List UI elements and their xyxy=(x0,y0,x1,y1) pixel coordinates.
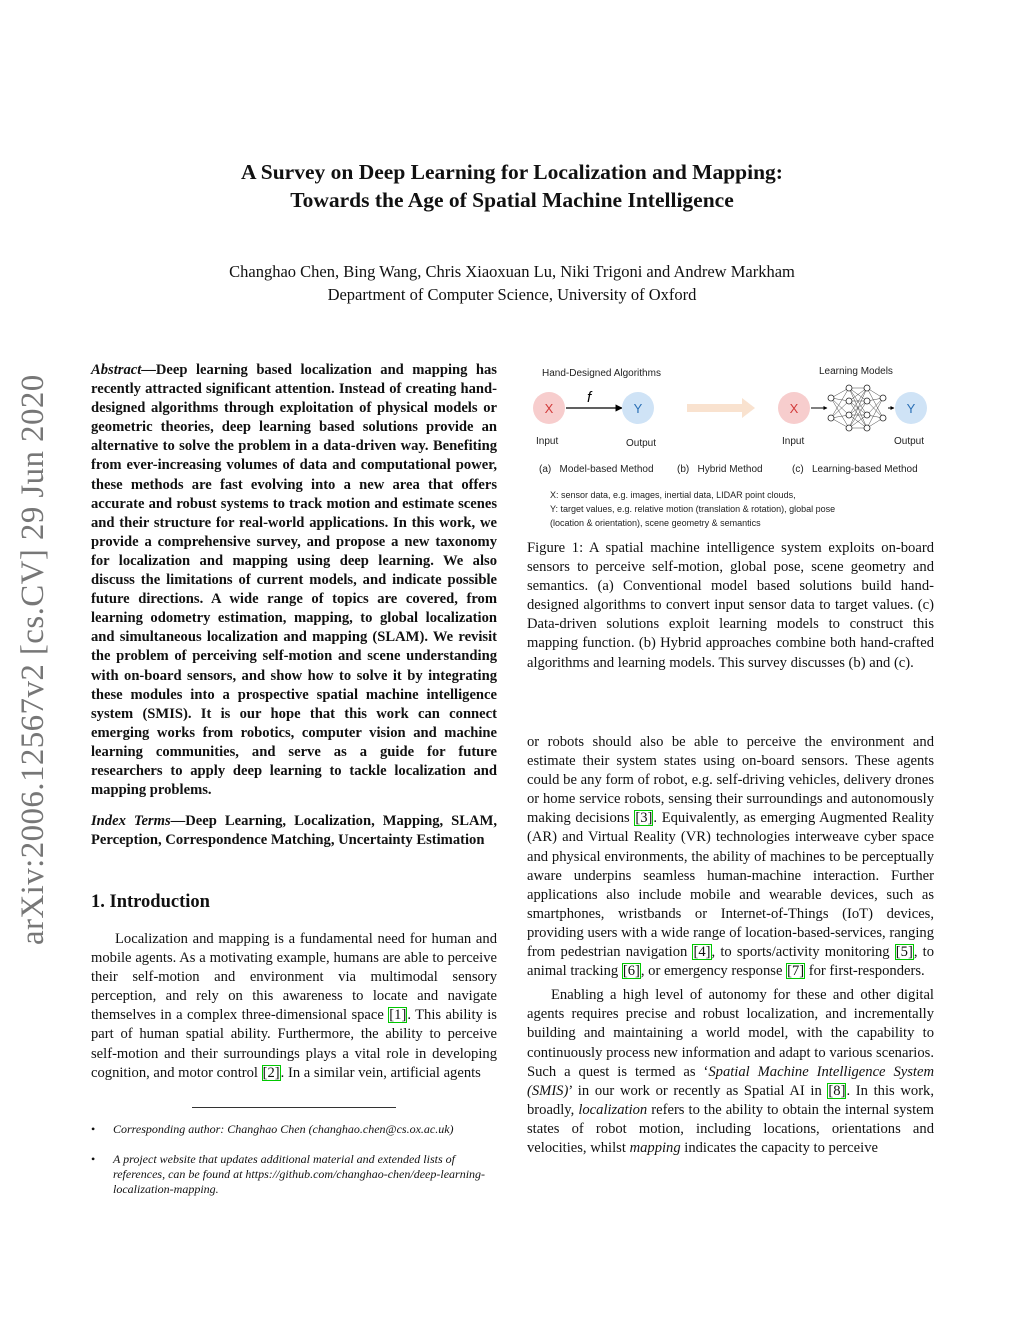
citation-link-1[interactable]: [1] xyxy=(389,1007,407,1024)
right-text-2d: refers to the ability to obtain the internal system states of robot motion, including locations, orientations and velocities, whilst xyxy=(527,1101,934,1156)
legend-line-2: Y: target values, e.g. relative motion (translation & rotation), global pose xyxy=(550,504,836,514)
right-text-1c: , to sports/activity monitoring xyxy=(711,944,895,961)
right-text-2c: . In this work, broadly, xyxy=(527,1082,934,1118)
citation-link-8[interactable]: [8] xyxy=(828,1082,846,1099)
footnote-1-text: Corresponding author: Changhao Chen (changhao.chen@cs.ox.ac.uk) xyxy=(113,1122,454,1136)
output-label-right: Output xyxy=(894,436,925,447)
abstract-text: —Deep learning based localization and mapping has recently attracted significant attention. Instead of creating hand-designed algorithms through exploitation of physical models or geometric theories, deep learning based solutions provide an alternative to solve the problem in a data-driven way. Benefiting from ever-increasing volumes of data and computational power, these methods are fast evolving into a new area that offers accurate and robust systems to track motion and estimate scenes and their structure for real-world applications. In this work, we provide a comprehensive survey, and propose a new taxonomy for localization and mapping using deep learning. We also discuss the limitations of current models, and indicate possible future directions. A wide range of topics are covered, from learning odometry estimation, mapping, to global localization and simultaneous localization and mapping (SLAM). We revisit the problem of perceiving self-motion and scene understanding with on-board sensors, and show how to solve it by integrating these modules into a prospective spatial machine intelligence system (SMIS). It is our hope that this work can connect emerging works from robotics, computer vision and machine learning communities, and serve as a guide for future researchers to apply deep learning to tackle localization and mapping problems. xyxy=(91,362,497,799)
section-heading: 1. Introduction xyxy=(91,892,210,912)
authors: Changhao Chen, Bing Wang, Chris Xiaoxuan Lu, Niki Trigoni and Andrew Markham xyxy=(229,262,795,281)
right-text-1a: or robots should also be able to perceive the environment and estimate their system states using on-board sensors. These agents could be any form of robot, e.g. self-driving vehicles, delivery drones or home service robots, sensing their surroundings and autonomously making decisions xyxy=(527,734,934,827)
right-text-1d: , to animal tracking xyxy=(527,944,934,980)
intro-text-a: Localization and mapping is a fundamental need for human and mobile agents. As a motivating example, humans are able to perceive their self-motion and environment via multimodal sensory perception, and rely on this awareness to locate and navigate themselves in a complex three-dimensional space xyxy=(91,931,497,1024)
citation-link-4[interactable]: [4] xyxy=(693,944,711,961)
index-terms-text: —Deep Learning, Localization, Mapping, SLAM, Perception, Correspondence Matching, Uncertainty Estimation xyxy=(91,813,497,849)
citation-link-3[interactable]: [3] xyxy=(635,810,653,827)
citation-link-5[interactable]: [5] xyxy=(895,944,913,961)
footnote-bullet: • xyxy=(91,1152,96,1166)
fig-left-title: Hand-Designed Algorithms xyxy=(542,368,661,379)
right-text-2e: indicates the capacity to perceive xyxy=(680,1139,878,1156)
input-label-right: Input xyxy=(782,436,805,447)
intro-paragraph xyxy=(91,930,497,1083)
right-text-2b: ’ in our work or recently as Spatial AI in xyxy=(568,1082,828,1099)
paper-title xyxy=(0,158,1024,214)
right-text-1f: for first-responders. xyxy=(805,963,925,980)
index-terms xyxy=(91,812,497,850)
node-x-left-label: X xyxy=(544,401,554,416)
arxiv-stamp: arXiv:2006.12567v2 [cs.CV] 29 Jun 2020 xyxy=(15,374,51,945)
footnote-2-text: A project website that updates additional material and extended lists of references, can be found at https://github.com/changhao-chen/deep-learning-localization-mapping. xyxy=(113,1152,486,1196)
neural-network-icon xyxy=(828,385,886,431)
function-f-label: f xyxy=(587,389,592,406)
output-label-left: Output xyxy=(626,438,657,449)
footnote-rule xyxy=(192,1107,396,1108)
citation-link-7[interactable]: [7] xyxy=(787,963,805,980)
right-paragraph-2 xyxy=(527,986,934,1158)
fig-right-title: Learning Models xyxy=(819,366,893,377)
abstract xyxy=(91,361,497,800)
intro-text-c: . In a similar vein, artificial agents xyxy=(280,1064,481,1081)
node-y-left-label: Y xyxy=(633,401,643,416)
abstract-label: Abstract xyxy=(91,362,142,378)
legend-line-1: X: sensor data, e.g. images, inertial data, LIDAR point clouds, xyxy=(550,490,796,500)
footnote-bullet: • xyxy=(91,1122,96,1136)
subcaption-b: (b) Hybrid Method xyxy=(677,464,763,475)
footnote-1 xyxy=(91,1122,497,1137)
index-terms-label: Index Terms xyxy=(91,813,171,829)
footnote-2 xyxy=(91,1152,497,1197)
mapping-term: mapping xyxy=(629,1139,681,1156)
smis-term: Spatial Machine Intelligence System (SMIS) xyxy=(527,1063,934,1099)
right-column-body xyxy=(527,733,934,1158)
figure-1-diagram xyxy=(527,358,937,530)
input-label-left: Input xyxy=(536,436,559,447)
right-text-1e: , or emergency response xyxy=(640,963,787,980)
figure-1-caption xyxy=(527,539,934,673)
right-text-1b: . Equivalently, as emerging Augmented Reality (AR) and Virtual Reality (VR) technologies interweave cyber space and physical environments, the ability of machines to be perceptually aware underpins seamless human-machine interaction. Further applications also include mobile and wearable devices, such as smartphones, wristbands or Internet-of-Things (IoT) devices, providing users with a wide range of location-based-services, ranging from pedestrian navigation xyxy=(527,810,934,961)
figure-1-caption-text: Figure 1: A spatial machine intelligence system exploits on-board sensors to perceive self-motion, global pose, scene geometry and semantics. (a) Conventional model based solutions build hand-designed algorithms to convert input sensor data to target values. (c) Data-driven solutions exploit learning models to construct this mapping function. (b) Hybrid approaches combine both hand-crafted algorithms and learning models. This survey discusses (b) and (c). xyxy=(527,540,934,671)
node-x-right-label: X xyxy=(789,401,799,416)
affiliation: Department of Computer Science, University of Oxford xyxy=(327,285,697,304)
title-line-2: Towards the Age of Spatial Machine Intelligence xyxy=(290,188,734,212)
subcaption-a: (a) Model-based Method xyxy=(539,464,654,475)
hybrid-arrow xyxy=(687,398,755,418)
citation-link-2[interactable]: [2] xyxy=(262,1064,280,1081)
node-y-right-label: Y xyxy=(906,401,916,416)
subcaption-c: (c) Learning-based Method xyxy=(792,464,918,475)
citation-link-6[interactable]: [6] xyxy=(622,963,640,980)
legend-line-3: (location & orientation), scene geometry & semantics xyxy=(550,518,761,528)
right-text-2a: Enabling a high level of autonomy for these and other digital agents requires precise and robust localization, and incrementally building and maintaining a world model, with the capability to continuously process new information and adapt to various scenarios. Such a quest is termed as ‘ xyxy=(527,987,934,1080)
right-paragraph-1 xyxy=(527,733,934,981)
localization-term: localization xyxy=(578,1101,648,1118)
author-block xyxy=(0,260,1024,306)
title-line-1: A Survey on Deep Learning for Localization and Mapping: xyxy=(241,160,783,184)
intro-text-b: . This ability is part of human spatial ability. Furthermore, the ability to perceive self-motion and their surroundings plays a vital role in developing cognition, and motor control xyxy=(91,1007,497,1081)
